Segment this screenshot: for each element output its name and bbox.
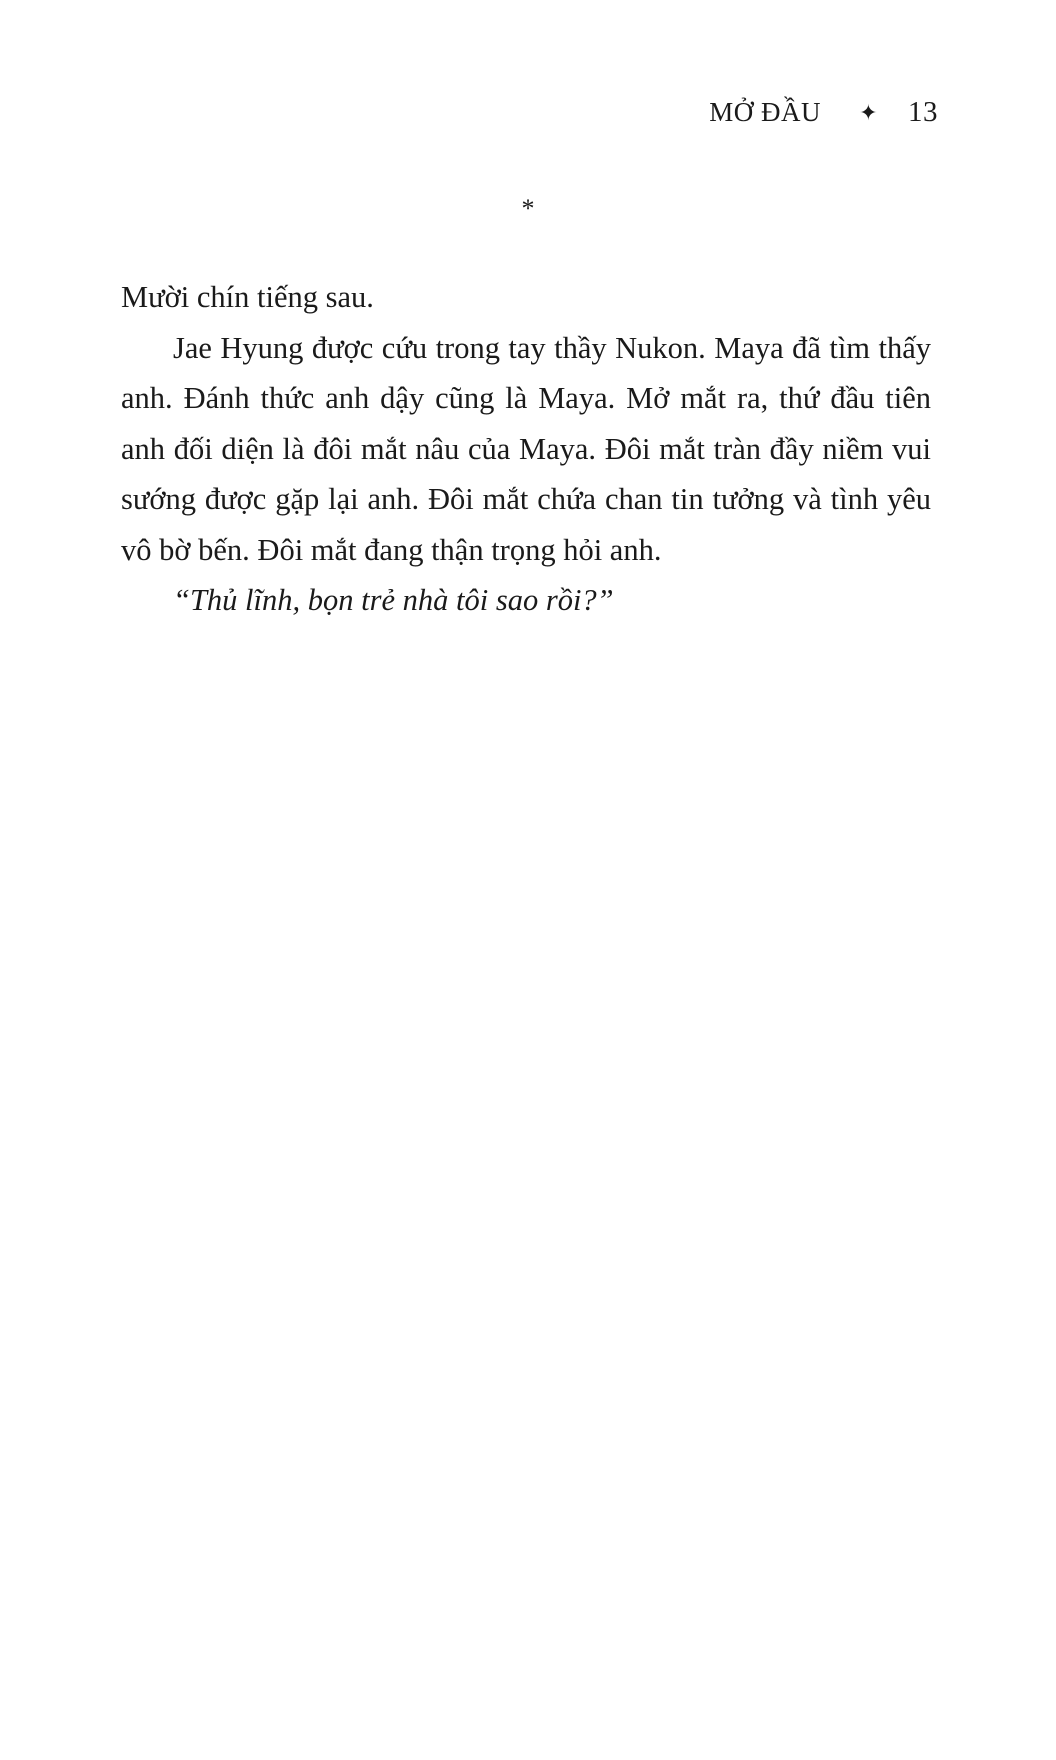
body-text [121, 272, 931, 626]
paragraph-dialogue: “Thủ lĩnh, bọn trẻ nhà tôi sao rồi?” [173, 583, 614, 617]
paragraph-narration: Jae Hyung được cứu trong tay thầy Nukon. Maya đã tìm thấy anh. Đánh thức anh dậy cũng là Maya. Mở mắt ra, thứ đầu tiên anh đối diện là đôi mắt nâu của Maya. Đôi mắt tràn đầy niềm vui sướng được gặp lại anh. Đôi mắt chứa chan tin tưởng và tình yêu vô bờ bến. Đôi mắt đang thận trọng hỏi anh. [121, 330, 931, 567]
chapter-title: MỞ ĐẦU [709, 97, 822, 127]
paragraph-time-skip: Mười chín tiếng sau. [121, 280, 374, 314]
page-number: 13 [908, 96, 938, 128]
separator-ornament-icon: ✦ [859, 100, 878, 125]
scene-break-asterisk: * [521, 194, 535, 223]
running-header [709, 96, 938, 129]
